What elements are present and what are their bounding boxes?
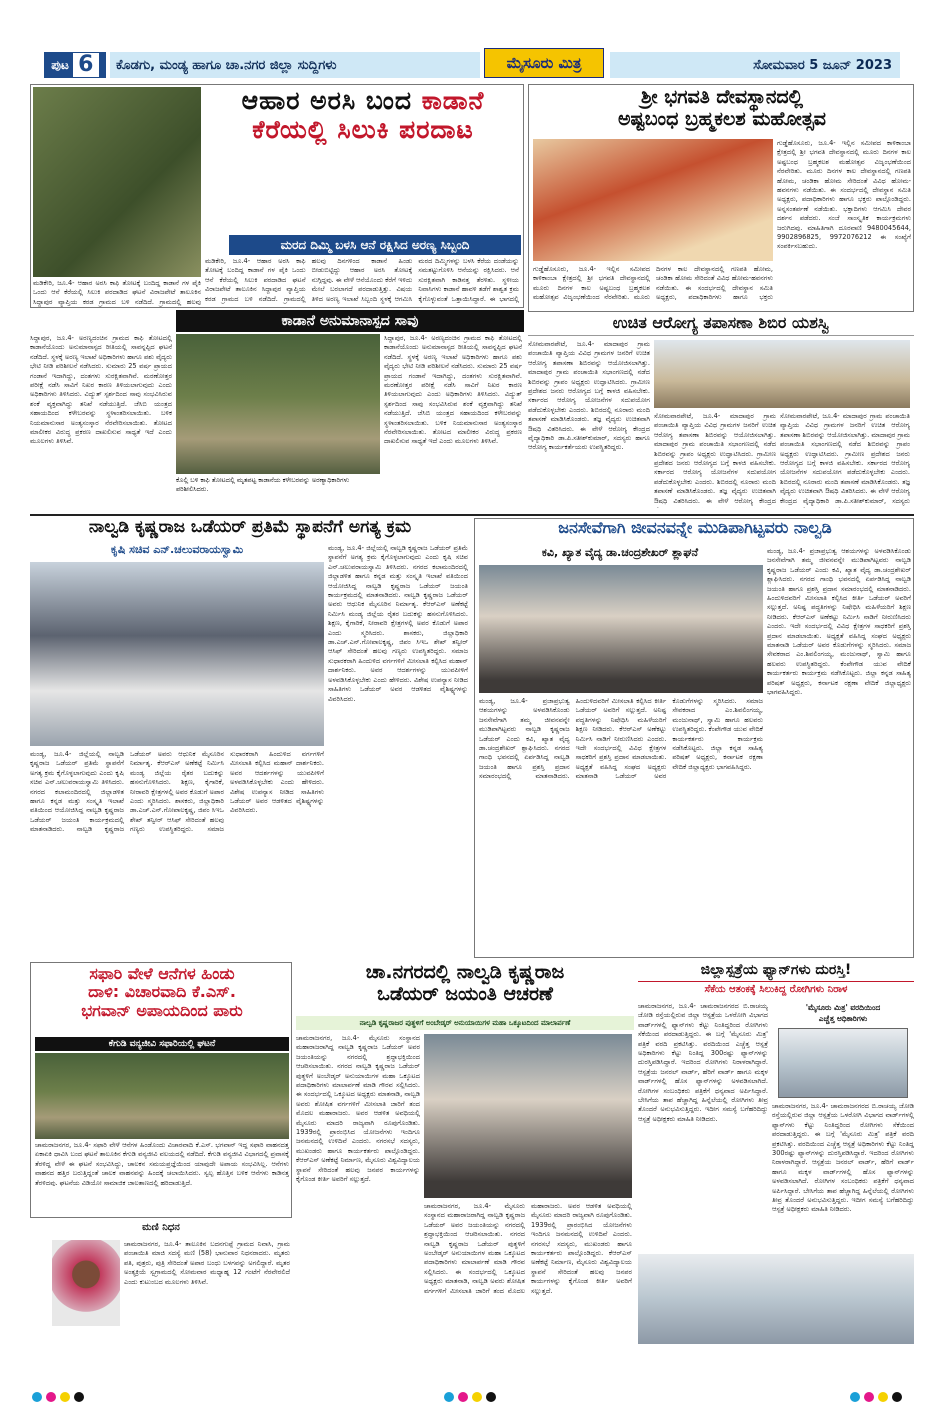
- registration-mark: [444, 1392, 454, 1402]
- page-label: ಪುಟ: [51, 57, 69, 72]
- story5-body-b: ಮಂಡ್ಯ, ಜೂ.4- ಜಿಲ್ಲೆಯಲ್ಲಿ ನಾಲ್ವಡಿ ಕೃಷ್ಣರಾಜ ಒಡೆಯರ್ ಪ್ರತಿಮೆ ಸ್ಥಾಪನೆಗೆ ಅಗತ್ಯ ಕ್ರಮ ಕೈಗೊಳ್ಳಲಾಗುವುದು ಎಂದು ಕೃಷಿ ಸಚಿವ ಎನ್.ಚಲುವರಾಯಸ್ವಾಮಿ ತಿಳಿಸಿದರು. ನಗರದ ಕಲಾಮಂದಿರದಲ್ಲಿ ಜಿಲ್ಲಾಡಳಿತ ಹಾಗೂ ಕನ್ನಡ ಮತ್ತು ಸಂಸ್ಕೃತಿ ಇಲಾಖೆ ವತಿಯಿಂದ ಆಯೋಜಿಸಿದ್ದ ನಾಲ್ವಡಿ ಕೃಷ್ಣರಾಜ ಒಡೆಯರ್ ಜಯಂತಿ ಕಾರ್ಯಕ್ರಮದಲ್ಲಿ ಮಾತನಾಡಿದರು. ನಾಲ್ವಡಿ ಕೃಷ್ಣರಾಜ ಒಡೆಯರ್ ಅವರು ಆಧುನಿಕ ಮೈಸೂರಿನ ನಿರ್ಮಾತೃ. ಕೆಆರ್‌ಎಸ್ ಅಣೆಕಟ್ಟೆ ನಿರ್ಮಿಸಿ ಮಂಡ್ಯ ಜಿಲ್ಲೆಯ ರೈತರ ಬದುಕನ್ನು ಹಸನುಗೊಳಿಸಿದರು. ಶಿಕ್ಷಣ, ಕೈಗಾರಿಕೆ, ನೀರಾವರಿ ಕ್ಷೇತ್ರಗಳಲ್ಲಿ ಅವರ ಕೊಡುಗೆ ಅಪಾರ ಎಂದು ಸ್ಮರಿಸಿದರು. ಶಾಸಕರು, ಜಿಲ್ಲಾಧಿಕಾರಿ ಡಾ.ಎಚ್.ಎನ್.ಗೋಪಾಲಕೃಷ್ಣ, ಜಿಪಂ ಸಿಇಒ ಶೇಖ್ ತನ್ವೀರ್ ಆಸಿಫ್ ಸೇರಿದಂತೆ ಹಲವು ಗಣ್ಯರು ಉಪಸ್ಥಿತರಿದ್ದರು. ಸಮಾಜ ಸುಧಾರಕರಾಗಿ ಹಿಂದುಳಿದ ವರ್ಗಗಳಿಗೆ ಮೀಸಲಾತಿ ಕಲ್ಪಿಸಿದ ಮಹಾನ್ ದಾರ್ಶನಿಕರು. ಅವರ ಆದರ್ಶಗಳನ್ನು ಯುವಪೀಳಿಗೆ ಅಳವಡಿಸಿಕೊಳ್ಳಬೇಕು ಎಂದು ಹೇಳಿದರು. ವಿಶೇಷ ಉಪನ್ಯಾಸ ನೀಡಿದ ಸಾಹಿತಿಗಳು ಒಡೆಯರ್ ಅವರ ಆಡಳಿತದ ವೈಶಿಷ್ಟ್ಯಗಳನ್ನು ವಿವರಿಸಿದರು.: [328, 544, 468, 703]
- story-janaseve: [474, 518, 914, 958]
- story9-subhead: ಸೆಕೆಯ ಆತಂಕಕ್ಕೆ ಸಿಲುಕಿದ್ದ ರೋಗಿಗಳು ನಿರಾಳ: [704, 984, 848, 995]
- story-temple: [528, 84, 914, 312]
- story8-headline: [296, 962, 634, 1014]
- story-obituary: [30, 1222, 292, 1378]
- story1-body-b: ಮಡಿಕೇರಿ, ಜೂ.4- ಆಹಾರ ಅರಸಿ ಕಾಫಿ ತೋಟಕ್ಕೆ ಬಂದಿದ್ದ ಕಾಡಾನೆ ಗಳ ಪೈಕಿ ಒಂದು ಆನೆ ಕೆರೆಯಲ್ಲಿ ಸಿಲುಕಿ ಪರದಾಡಿದ ಘಟನೆ ವಿರಾಜಪೇಟೆ ತಾಲೂಕಿನ ಸಿದ್ದಾಪುರ ವ್ಯಾಪ್ತಿಯ ಕರಡ ಗ್ರಾಮದ ಬಳಿ ನಡೆದಿದೆ. ಗ್ರಾಮದಲ್ಲಿ ಹಲವು ದಿನಗಳಿಂದ ಕಾಡಾನೆ ಹಿಂಡು ಬೀಡುಬಿಟ್ಟಿದ್ದು ಆಹಾರ ಅರಸಿ ತೋಟಕ್ಕೆ ನುಗ್ಗಿದ್ದವು. ಈ ವೇಳೆ ಆನೆಯೊಂದು ಕೆರೆಗೆ ಇಳಿದು ಮೇಲೆ ಬರಲಾಗದೆ ಪರದಾಡುತ್ತಿತ್ತು. ವಿಷಯ ತಿಳಿದ ಅರಣ್ಯ ಇಲಾಖೆ ಸಿಬ್ಬಂದಿ ಸ್ಥಳಕ್ಕೆ ಆಗಮಿಸಿ ಮರದ ದಿಮ್ಮಿಗಳನ್ನು ಬಳಸಿ ಕೆರೆಯ ದಂಡೆಯನ್ನು ಸಮತಟ್ಟುಗೊಳಿಸಿ ಆನೆಯನ್ನು ರಕ್ಷಿಸಿದರು. ಆನೆ ಸುರಕ್ಷಿತವಾಗಿ ಕಾಡಿನತ್ತ ತೆರಳಿತು. ಸ್ಥಳೀಯ ನಿವಾಸಿಗಳು ಕಾಡಾನೆ ಹಾವಳಿ ತಡೆಗೆ ಶಾಶ್ವತ ಕ್ರಮ ಕೈಗೊಳ್ಳುವಂತೆ ಒತ್ತಾಯಿಸಿದ್ದಾರೆ. ಈ ಭಾಗದಲ್ಲಿ: [205, 257, 519, 303]
- health-camp-photo: [654, 340, 910, 408]
- registration-mark: [46, 1392, 56, 1402]
- story8-body-a: ಚಾಮರಾಜನಗರ, ಜೂ.4- ಮೈಸೂರು ಸಂಸ್ಥಾನದ ಮಹಾರಾಜರಾಗಿದ್ದ ನಾಲ್ವಡಿ ಕೃಷ್ಣರಾಜ ಒಡೆಯರ್ ಅವರ ಜಯಂತಿಯನ್ನು ನಗರದಲ್ಲಿ ಶ್ರದ್ಧಾಭಕ್ತಿಯಿಂದ ಆಚರಿಸಲಾಯಿತು. ನಗರದ ನಾಲ್ವಡಿ ಕೃಷ್ಣರಾಜ ಒಡೆಯರ್ ಪುತ್ಥಳಿಗೆ ಅಂಬೇಡ್ಕರ್ ಅನುಯಾಯಿಗಳ ಮಹಾ ಒಕ್ಕೂಟದ ಪದಾಧಿಕಾರಿಗಳು ಮಾಲಾರ್ಪಣೆ ಮಾಡಿ ಗೌರವ ಸಲ್ಲಿಸಿದರು. ಈ ಸಂದರ್ಭದಲ್ಲಿ ಒಕ್ಕೂಟದ ಅಧ್ಯಕ್ಷರು ಮಾತನಾಡಿ, ನಾಲ್ವಡಿ ಅವರು ಶೋಷಿತ ವರ್ಗಗಳಿಗೆ ಮೀಸಲಾತಿ ಜಾರಿಗೆ ತಂದ ಮೊದಲ ಮಹಾರಾಜರು. ಅವರ ಆಡಳಿತ ಅವಧಿಯಲ್ಲಿ ಮೈಸೂರು ಮಾದರಿ ರಾಜ್ಯವಾಗಿ ರೂಪುಗೊಂಡಿತು. 1939ರಲ್ಲಿ ಪ್ರಾರಂಭಿಸಿದ ಯೋಜನೆಗಳು ಇಂದಿಗೂ ಜನಮನದಲ್ಲಿ ಉಳಿದಿವೆ ಎಂದರು. ನಗರಸಭೆ ಸದಸ್ಯರು, ಮುಖಂಡರು ಹಾಗೂ ಕಾರ್ಯಕರ್ತರು ಪಾಲ್ಗೊಂಡಿದ್ದರು. ಕೆಆರ್‌ಎಸ್ ಅಣೆಕಟ್ಟೆ ನಿರ್ಮಾಣ, ಮೈಸೂರು ವಿಶ್ವವಿದ್ಯಾಲಯ ಸ್ಥಾಪನೆ ಸೇರಿದಂತೆ ಹಲವು ಜನಪರ ಕಾರ್ಯಗಳನ್ನು ಕೈಗೊಂಡ ಕೀರ್ತಿ ಅವರಿಗೆ ಸಲ್ಲುತ್ತದೆ.: [296, 1034, 420, 1184]
- statue-event-photo: [30, 562, 324, 746]
- masthead-logo: ಮೈಸೂರು ಮಿತ್ರ: [484, 48, 604, 78]
- story-elephant-pond: [30, 84, 524, 308]
- story2-headline: ಕಾಡಾನೆ ಅನುಮಾನಾಸ್ಪದ ಸಾವು: [176, 310, 524, 332]
- newspaper-clip-photo: [778, 1028, 908, 1098]
- story9-tag-a: 'ಮೈಸೂರು ಮಿತ್ರ' ವರದಿಯಿಂದ: [805, 1003, 881, 1012]
- story7-headline-b: ದಾಳಿ: ವಿಚಾರವಾದಿ ಕೆ.ಎಸ್.: [88, 982, 236, 1002]
- registration-mark: [472, 1392, 482, 1402]
- story-health-camp: [528, 314, 914, 510]
- registration-mark: [864, 1392, 874, 1402]
- story6-body-b: ಮಂಡ್ಯ, ಜೂ.4- ಪ್ರಜಾಪ್ರಭುತ್ವ ಆಶಯಗಳನ್ನು ಅಳವಡಿಸಿಕೊಂಡು ಜನಸೇವೆಗಾಗಿ ತಮ್ಮ ಜೀವನವನ್ನೇ ಮುಡಿಪಾಗಿಟ್ಟವರು ನಾಲ್ವಡಿ ಕೃಷ್ಣರಾಜ ಒಡೆಯರ್ ಎಂದು ಕವಿ, ಖ್ಯಾತ ವೈದ್ಯ ಡಾ.ಚಂದ್ರಶೇಖರ್ ಶ್ಲಾಘಿಸಿದರು. ನಗರದ ಗಾಂಧಿ ಭವನದಲ್ಲಿ ಏರ್ಪಡಿಸಿದ್ದ ನಾಲ್ವಡಿ ಜಯಂತಿ ಹಾಗೂ ಪ್ರಶಸ್ತಿ ಪ್ರದಾನ ಸಮಾರಂಭದಲ್ಲಿ ಮಾತನಾಡಿದರು. ಹಿಂದುಳಿದವರಿಗೆ ಮೀಸಲಾತಿ ಕಲ್ಪಿಸಿದ ಕೀರ್ತಿ ಒಡೆಯರ್ ಅವರಿಗೆ ಸಲ್ಲುತ್ತದೆ. ಅನಿಷ್ಟ ಪದ್ಧತಿಗಳನ್ನು ನಿಷೇಧಿಸಿ ಮಹಿಳೆಯರಿಗೆ ಶಿಕ್ಷಣ ನೀಡಿದರು. ಕೆಆರ್‌ಎಸ್ ಅಣೆಕಟ್ಟು ನಿರ್ಮಿಸಿ ನಾಡಿಗೆ ನೀರುಣಿಸಿದರು ಎಂದರು. ಇದೇ ಸಂದರ್ಭದಲ್ಲಿ ವಿವಿಧ ಕ್ಷೇತ್ರಗಳ ಸಾಧಕರಿಗೆ ಪ್ರಶಸ್ತಿ ಪ್ರದಾನ ಮಾಡಲಾಯಿತು. ಅಧ್ಯಕ್ಷತೆ ವಹಿಸಿದ್ದ ಸಂಘದ ಅಧ್ಯಕ್ಷರು ಮಾತನಾಡಿ ಒಡೆಯರ್ ಅವರ ಕೊಡುಗೆಗಳನ್ನು ಸ್ಮರಿಸಿದರು. ಸಮಾಜ ಸೇವಕರಾದ ಎಂ.ಶಿವಲಿಂಗಯ್ಯ, ಮಂಜುನಾಥ್, ಸ್ವಾಮಿ ಹಾಗೂ ಹಲವರು ಉಪಸ್ಥಿತರಿದ್ದರು. ಕೆಂಪೇಗೌಡ ಯುವ ವೇದಿಕೆ ಕಾರ್ಯಕರ್ತರು ಕಾರ್ಯಕ್ರಮ ನಡೆಸಿಕೊಟ್ಟರು. ಜಿಲ್ಲಾ ಕನ್ನಡ ಸಾಹಿತ್ಯ ಪರಿಷತ್ ಅಧ್ಯಕ್ಷರು, ಕರ್ನಾಟಕ ರಕ್ಷಣಾ ವೇದಿಕೆ ಜಿಲ್ಲಾಧ್ಯಕ್ಷರು ಭಾಗವಹಿಸಿದ್ದರು.: [767, 547, 911, 697]
- page-number-box: [44, 52, 106, 78]
- story-chanagar-jayanti: [296, 962, 634, 1378]
- story2-photo-caption: ಕೊಲ್ಲಿ ಬಳಿ ಕಾಫಿ ತೋಟದಲ್ಲಿ ಮೃತಪಟ್ಟ ಕಾಡಾನೆಯ ಕಳೇಬರವನ್ನು ಅರಣ್ಯಾಧಿಕಾರಿಗಳು ಪರಿಶೀಲಿಸಿದರು.: [176, 476, 380, 508]
- registration-mark: [878, 1392, 888, 1402]
- section-divider: [30, 514, 914, 516]
- story-elephant-death: [30, 334, 524, 510]
- page-number: 6: [73, 53, 99, 77]
- story8-headline-a: ಚಾ.ನಗರದಲ್ಲಿ ನಾಲ್ವಡಿ ಕೃಷ್ಣರಾಜ: [365, 961, 565, 983]
- hospital-ward-photo: [638, 1254, 914, 1344]
- obituary-headline: ಮಣಿ ನಿಧನ: [142, 1222, 180, 1233]
- story-nalwadi-statue: [30, 518, 470, 958]
- registration-mark: [850, 1392, 860, 1402]
- story-safari: [30, 962, 292, 1218]
- temple-ceremony-photo: [533, 139, 773, 261]
- story6-headline: ಜನಸೇವೆಗಾಗಿ ಜೀವನವನ್ನೇ ಮುಡಿಪಾಗಿಟ್ಟವರು ನಾಲ್ವಡಿ: [558, 518, 832, 537]
- story8-body-b: ಚಾಮರಾಜನಗರ, ಜೂ.4- ಮೈಸೂರು ಸಂಸ್ಥಾನದ ಮಹಾರಾಜರಾಗಿದ್ದ ನಾಲ್ವಡಿ ಕೃಷ್ಣರಾಜ ಒಡೆಯರ್ ಅವರ ಜಯಂತಿಯನ್ನು ನಗರದಲ್ಲಿ ಶ್ರದ್ಧಾಭಕ್ತಿಯಿಂದ ಆಚರಿಸಲಾಯಿತು. ನಗರದ ನಾಲ್ವಡಿ ಕೃಷ್ಣರಾಜ ಒಡೆಯರ್ ಪುತ್ಥಳಿಗೆ ಅಂಬೇಡ್ಕರ್ ಅನುಯಾಯಿಗಳ ಮಹಾ ಒಕ್ಕೂಟದ ಪದಾಧಿಕಾರಿಗಳು ಮಾಲಾರ್ಪಣೆ ಮಾಡಿ ಗೌರವ ಸಲ್ಲಿಸಿದರು. ಈ ಸಂದರ್ಭದಲ್ಲಿ ಒಕ್ಕೂಟದ ಅಧ್ಯಕ್ಷರು ಮಾತನಾಡಿ, ನಾಲ್ವಡಿ ಅವರು ಶೋಷಿತ ವರ್ಗಗಳಿಗೆ ಮೀಸಲಾತಿ ಜಾರಿಗೆ ತಂದ ಮೊದಲ ಮಹಾರಾಜರು. ಅವರ ಆಡಳಿತ ಅವಧಿಯಲ್ಲಿ ಮೈಸೂರು ಮಾದರಿ ರಾಜ್ಯವಾಗಿ ರೂಪುಗೊಂಡಿತು. 1939ರಲ್ಲಿ ಪ್ರಾರಂಭಿಸಿದ ಯೋಜನೆಗಳು ಇಂದಿಗೂ ಜನಮನದಲ್ಲಿ ಉಳಿದಿವೆ ಎಂದರು. ನಗರಸಭೆ ಸದಸ್ಯರು, ಮುಖಂಡರು ಹಾಗೂ ಕಾರ್ಯಕರ್ತರು ಪಾಲ್ಗೊಂಡಿದ್ದರು. ಕೆಆರ್‌ಎಸ್ ಅಣೆಕಟ್ಟೆ ನಿರ್ಮಾಣ, ಮೈಸೂರು ವಿಶ್ವವಿದ್ಯಾಲಯ ಸ್ಥಾಪನೆ ಸೇರಿದಂತೆ ಹಲವು ಜನಪರ ಕಾರ್ಯಗಳನ್ನು ಕೈಗೊಂಡ ಕೀರ್ತಿ ಅವರಿಗೆ ಸಲ್ಲುತ್ತದೆ.: [424, 1202, 632, 1295]
- story1-subhead: ಮರದ ದಿಮ್ಮಿ ಬಳಸಿ ಆನೆ ರಕ್ಷಿಸಿದ ಅರಣ್ಯ ಸಿಬ್ಬಂದಿ: [229, 235, 521, 255]
- registration-mark: [458, 1392, 468, 1402]
- story3-headline-a: ಶ್ರೀ ಭಗವತಿ ದೇವಸ್ಥಾನದಲ್ಲಿ: [640, 86, 804, 108]
- story4-body-mid: ಸೋಮವಾರಪೇಟೆ, ಜೂ.4- ಮಾದಾಪುರ ಗ್ರಾಮ ಪಂಚಾಯಿತಿ ವ್ಯಾಪ್ತಿಯ ವಿವಿಧ ಗ್ರಾಮಗಳ ಜನರಿಗೆ ಉಚಿತ ಆರೋಗ್ಯ ತಪಾಸಣಾ ಶಿಬಿರವನ್ನು ಆಯೋಜಿಸಲಾಗಿತ್ತು. ಮಾದಾಪುರ ಗ್ರಾಮ ಪಂಚಾಯಿತಿ ಸಭಾಂಗಣದಲ್ಲಿ ನಡೆದ ಶಿಬಿರವನ್ನು ಗ್ರಾಪಂ ಅಧ್ಯಕ್ಷರು ಉದ್ಘಾಟಿಸಿದರು. ಗ್ರಾಮೀಣ ಪ್ರದೇಶದ ಜನರು ಆರೋಗ್ಯದ ಬಗ್ಗೆ ಕಾಳಜಿ ವಹಿಸಬೇಕು. ಸರ್ಕಾರದ ಆರೋಗ್ಯ ಯೋಜನೆಗಳ ಸದುಪಯೋಗ ಪಡೆದುಕೊಳ್ಳಬೇಕು ಎಂದರು. ಶಿಬಿರದಲ್ಲಿ ನೂರಾರು ಮಂದಿ ತಪಾಸಣೆ ಮಾಡಿಸಿಕೊಂಡರು. ತಜ್ಞ ವೈದ್ಯರು ಉಚಿತವಾಗಿ ಔಷಧಿ ವಿತರಿಸಿದರು. ಈ ವೇಳೆ ಆರೋಗ್ಯ ಕೇಂದ್ರದ: [654, 412, 776, 505]
- story3-body-a: ಗುಡ್ಡೆಹೊಸೂರು, ಜೂ.4- ಇಲ್ಲಿನ ಸಮೀಪದ ಕಾಳಿಕಾಂಬಾ ಕ್ಷೇತ್ರದಲ್ಲಿ ಶ್ರೀ ಭಗವತಿ ದೇವಸ್ಥಾನದಲ್ಲಿ ಮೂರು ದಿನಗಳ ಕಾಲ ಅಷ್ಟಬಂಧ ಬ್ರಹ್ಮಕಲಶ ಮಹೋತ್ಸವ ವಿಜೃಂಭಣೆಯಿಂದ ನೆರವೇರಿತು. ಮೂರು ದಿನಗಳ ಕಾಲ ದೇವಸ್ಥಾನದಲ್ಲಿ ಗಣಪತಿ ಹೋಮ, ಚಂಡಿಕಾ ಹೋಮ ಸೇರಿದಂತೆ ವಿವಿಧ ಹೋಮ-ಹವನಗಳು ನಡೆಯಿತು. ಈ ಸಂದರ್ಭದಲ್ಲಿ ದೇವಸ್ಥಾನ ಸಮಿತಿ ಅಧ್ಯಕ್ಷರು, ಪದಾಧಿಕಾರಿಗಳು ಹಾಗೂ ಭಕ್ತರು: [533, 265, 773, 302]
- registration-mark: [486, 1392, 496, 1402]
- story9-body-b: ಚಾಮರಾಜನಗರ, ಜೂ.4- ಚಾಮರಾಜನಗರದ ಬಿ.ರಾಚಯ್ಯ ಜೋಡಿ ರಸ್ತೆಯಲ್ಲಿರುವ ಜಿಲ್ಲಾ ಆಸ್ಪತ್ರೆಯ ಒಳರೋಗಿ ವಿಭಾಗದ ವಾರ್ಡ್‌ಗಳಲ್ಲಿ ಫ್ಯಾನ್‌ಗಳು ಕೆಟ್ಟು ನಿಂತಿದ್ದರಿಂದ ರೋಗಿಗಳು ಸೆಕೆಯಿಂದ ಪರದಾಡುತ್ತಿದ್ದರು. ಈ ಬಗ್ಗೆ 'ಮೈಸೂರು ಮಿತ್ರ' ಪತ್ರಿಕೆ ವರದಿ ಪ್ರಕಟಿಸಿತ್ತು. ವರದಿಯಿಂದ ಎಚ್ಚೆತ್ತ ಆಸ್ಪತ್ರೆ ಅಧಿಕಾರಿಗಳು ಕೆಟ್ಟು ನಿಂತಿದ್ದ 300ರಷ್ಟು ಫ್ಯಾನ್‌ಗಳನ್ನು ದುರಸ್ತಿಪಡಿಸಿದ್ದಾರೆ. ಇದರಿಂದ ರೋಗಿಗಳು ನಿರಾಳರಾಗಿದ್ದಾರೆ. ಆಸ್ಪತ್ರೆಯ ಜನರಲ್ ವಾರ್ಡ್, ಹೆರಿಗೆ ವಾರ್ಡ್ ಹಾಗೂ ಮಕ್ಕಳ ವಾರ್ಡ್‌ಗಳಲ್ಲಿ ಹೊಸ ಫ್ಯಾನ್‌ಗಳನ್ನು ಅಳವಡಿಸಲಾಗಿದೆ. ರೋಗಿಗಳ ಸಂಬಂಧಿಕರು ಪತ್ರಿಕೆಗೆ ಧನ್ಯವಾದ ಅರ್ಪಿಸಿದ್ದಾರೆ. ಬೇಸಿಗೆಯ ತಾಪ ಹೆಚ್ಚಾಗಿದ್ದ ಹಿನ್ನೆಲೆಯಲ್ಲಿ ರೋಗಿಗಳು ತೀವ್ರ ತೊಂದರೆ ಅನುಭವಿಸುತ್ತಿದ್ದರು. ಇದೀಗ ಸಮಸ್ಯೆ ಬಗೆಹರಿದಿದ್ದು ಆಸ್ಪತ್ರೆ ಅಧೀಕ್ಷಕರು ಮಾಹಿತಿ ನೀಡಿದರು.: [772, 1102, 914, 1214]
- story4-body-right: ಸೋಮವಾರಪೇಟೆ, ಜೂ.4- ಮಾದಾಪುರ ಗ್ರಾಮ ಪಂಚಾಯಿತಿ ವ್ಯಾಪ್ತಿಯ ವಿವಿಧ ಗ್ರಾಮಗಳ ಜನರಿಗೆ ಉಚಿತ ಆರೋಗ್ಯ ತಪಾಸಣಾ ಶಿಬಿರವನ್ನು ಆಯೋಜಿಸಲಾಗಿತ್ತು. ಮಾದಾಪುರ ಗ್ರಾಮ ಪಂಚಾಯಿತಿ ಸಭಾಂಗಣದಲ್ಲಿ ನಡೆದ ಶಿಬಿರವನ್ನು ಗ್ರಾಪಂ ಅಧ್ಯಕ್ಷರು ಉದ್ಘಾಟಿಸಿದರು. ಗ್ರಾಮೀಣ ಪ್ರದೇಶದ ಜನರು ಆರೋಗ್ಯದ ಬಗ್ಗೆ ಕಾಳಜಿ ವಹಿಸಬೇಕು. ಸರ್ಕಾರದ ಆರೋಗ್ಯ ಯೋಜನೆಗಳ ಸದುಪಯೋಗ ಪಡೆದುಕೊಳ್ಳಬೇಕು ಎಂದರು. ಶಿಬಿರದಲ್ಲಿ ನೂರಾರು ಮಂದಿ ತಪಾಸಣೆ ಮಾಡಿಸಿಕೊಂಡರು. ತಜ್ಞ ವೈದ್ಯರು ಉಚಿತವಾಗಿ ಔಷಧಿ ವಿತರಿಸಿದರು. ಈ ವೇಳೆ ಆರೋಗ್ಯ ಕೇಂದ್ರದ ವೈದ್ಯಾಧಿಕಾರಿ ಡಾ.ಪಿ.ಸತೀಶ್‌ಕುಮಾರ್, ಸದಸ್ಯರು: [780, 412, 910, 505]
- story3-headline-b: ಅಷ್ಟಬಂಧ ಬ್ರಹ್ಮಕಲಶ ಮಹೋತ್ಸವ: [618, 107, 826, 130]
- story2-body-right: ಸಿದ್ದಾಪುರ, ಜೂ.4- ಅರಣ್ಯದಂಚಿನ ಗ್ರಾಮದ ಕಾಫಿ ತೋಟದಲ್ಲಿ ಕಾಡಾನೆಯೊಂದು ಅನುಮಾನಾಸ್ಪದ ರೀತಿಯಲ್ಲಿ ಸಾವನ್ನಪ್ಪಿದ ಘಟನೆ ನಡೆದಿದೆ. ಸ್ಥಳಕ್ಕೆ ಅರಣ್ಯ ಇಲಾಖೆ ಅಧಿಕಾರಿಗಳು ಹಾಗೂ ಪಶು ವೈದ್ಯರು ಭೇಟಿ ನೀಡಿ ಪರಿಶೀಲನೆ ನಡೆಸಿದರು. ಸುಮಾರು 25 ವರ್ಷ ಪ್ರಾಯದ ಗಂಡಾನೆ ಇದಾಗಿದ್ದು, ದಂತಗಳು ಸುರಕ್ಷಿತವಾಗಿವೆ. ಮರಣೋತ್ತರ ಪರೀಕ್ಷೆ ನಡೆಸಿ ಸಾವಿಗೆ ನಿಖರ ಕಾರಣ ತಿಳಿಯಲಾಗುವುದು ಎಂದು ಅಧಿಕಾರಿಗಳು ತಿಳಿಸಿದರು. ವಿದ್ಯುತ್ ಸ್ಪರ್ಶದಿಂದ ಸಾವು ಸಂಭವಿಸಿರುವ ಶಂಕೆ ವ್ಯಕ್ತವಾಗಿದ್ದು ತನಿಖೆ ನಡೆಯುತ್ತಿದೆ. ಜೆಸಿಬಿ ಯಂತ್ರದ ಸಹಾಯದಿಂದ ಕಳೇಬರವನ್ನು ಸ್ಥಳಾಂತರಿಸಲಾಯಿತು. ಬಳಿಕ ನಿಯಮಾನುಸಾರ ಅಂತ್ಯಸಂಸ್ಕಾರ ನೆರವೇರಿಸಲಾಯಿತು. ತೋಟದ ಮಾಲೀಕರ ವಿರುದ್ಧ ಪ್ರಕರಣ ದಾಖಲಿಸುವ ಸಾಧ್ಯತೆ ಇದೆ ಎಂದು ಮೂಲಗಳು ತಿಳಿಸಿವೆ.: [384, 334, 522, 446]
- elephant-pond-photo: [33, 87, 201, 277]
- story5-body-a: ಮಂಡ್ಯ, ಜೂ.4- ಜಿಲ್ಲೆಯಲ್ಲಿ ನಾಲ್ವಡಿ ಕೃಷ್ಣರಾಜ ಒಡೆಯರ್ ಪ್ರತಿಮೆ ಸ್ಥಾಪನೆಗೆ ಅಗತ್ಯ ಕ್ರಮ ಕೈಗೊಳ್ಳಲಾಗುವುದು ಎಂದು ಕೃಷಿ ಸಚಿವ ಎನ್.ಚಲುವರಾಯಸ್ವಾಮಿ ತಿಳಿಸಿದರು. ನಗರದ ಕಲಾಮಂದಿರದಲ್ಲಿ ಜಿಲ್ಲಾಡಳಿತ ಹಾಗೂ ಕನ್ನಡ ಮತ್ತು ಸಂಸ್ಕೃತಿ ಇಲಾಖೆ ವತಿಯಿಂದ ಆಯೋಜಿಸಿದ್ದ ನಾಲ್ವಡಿ ಕೃಷ್ಣರಾಜ ಒಡೆಯರ್ ಜಯಂತಿ ಕಾರ್ಯಕ್ರಮದಲ್ಲಿ ಮಾತನಾಡಿದರು. ನಾಲ್ವಡಿ ಕೃಷ್ಣರಾಜ ಒಡೆಯರ್ ಅವರು ಆಧುನಿಕ ಮೈಸೂರಿನ ನಿರ್ಮಾತೃ. ಕೆಆರ್‌ಎಸ್ ಅಣೆಕಟ್ಟೆ ನಿರ್ಮಿಸಿ ಮಂಡ್ಯ ಜಿಲ್ಲೆಯ ರೈತರ ಬದುಕನ್ನು ಹಸನುಗೊಳಿಸಿದರು. ಶಿಕ್ಷಣ, ಕೈಗಾರಿಕೆ, ನೀರಾವರಿ ಕ್ಷೇತ್ರಗಳಲ್ಲಿ ಅವರ ಕೊಡುಗೆ ಅಪಾರ ಎಂದು ಸ್ಮರಿಸಿದರು. ಶಾಸಕರು, ಜಿಲ್ಲಾಧಿಕಾರಿ ಡಾ.ಎಚ್.ಎನ್.ಗೋಪಾಲಕೃಷ್ಣ, ಜಿಪಂ ಸಿಇಒ ಶೇಖ್ ತನ್ವೀರ್ ಆಸಿಫ್ ಸೇರಿದಂತೆ ಹಲವು ಗಣ್ಯರು ಉಪಸ್ಥಿತರಿದ್ದರು. ಸಮಾಜ ಸುಧಾರಕರಾಗಿ ಹಿಂದುಳಿದ ವರ್ಗಗಳಿಗೆ ಮೀಸಲಾತಿ ಕಲ್ಪಿಸಿದ ಮಹಾನ್ ದಾರ್ಶನಿಕರು. ಅವರ ಆದರ್ಶಗಳನ್ನು ಯುವಪೀಳಿಗೆ ಅಳವಡಿಸಿಕೊಳ್ಳಬೇಕು ಎಂದು ಹೇಳಿದರು. ವಿಶೇಷ ಉಪನ್ಯಾಸ ನೀಡಿದ ಸಾಹಿತಿಗಳು ಒಡೆಯರ್ ಅವರ ಆಡಳಿತದ ವೈಶಿಷ್ಟ್ಯಗಳನ್ನು ವಿವರಿಸಿದರು.: [30, 750, 324, 834]
- story1-headline-c: ಕೆರೆಯಲ್ಲಿ ಸಿಲುಕಿ ಪರದಾಟ: [252, 114, 474, 144]
- story5-byline: ಕೃಷಿ ಸಚಿವ ಎನ್.ಚಲುವರಾಯಸ್ವಾಮಿ: [110, 543, 244, 556]
- story3-body-b: ಗುಡ್ಡೆಹೊಸೂರು, ಜೂ.4- ಇಲ್ಲಿನ ಸಮೀಪದ ಕಾಳಿಕಾಂಬಾ ಕ್ಷೇತ್ರದಲ್ಲಿ ಶ್ರೀ ಭಗವತಿ ದೇವಸ್ಥಾನದಲ್ಲಿ ಮೂರು ದಿನಗಳ ಕಾಲ ಅಷ್ಟಬಂಧ ಬ್ರಹ್ಮಕಲಶ ಮಹೋತ್ಸವ ವಿಜೃಂಭಣೆಯಿಂದ ನೆರವೇರಿತು. ಮೂರು ದಿನಗಳ ಕಾಲ ದೇವಸ್ಥಾನದಲ್ಲಿ ಗಣಪತಿ ಹೋಮ, ಚಂಡಿಕಾ ಹೋಮ ಸೇರಿದಂತೆ ವಿವಿಧ ಹೋಮ-ಹವನಗಳು ನಡೆಯಿತು. ಈ ಸಂದರ್ಭದಲ್ಲಿ ದೇವಸ್ಥಾನ ಸಮಿತಿ ಅಧ್ಯಕ್ಷರು, ಪದಾಧಿಕಾರಿಗಳು ಹಾಗೂ ಭಕ್ತರು ಪಾಲ್ಗೊಂಡಿದ್ದರು. ಅನ್ನಸಂತರ್ಪಣೆ ನಡೆಯಿತು. ಭಕ್ತಾದಿಗಳು ಆಗಮಿಸಿ ದೇವರ ದರ್ಶನ ಪಡೆದರು. ಸಂಜೆ ಸಾಂಸ್ಕೃತಿಕ ಕಾರ್ಯಕ್ರಮಗಳು ಜರುಗಿದವು. ಮಾಹಿತಿಗಾಗಿ ದೂರವಾಣಿ 9480045644, 9902896825, 9972076212 ಈ ಸಂಖ್ಯೆಗೆ ಸಂಪರ್ಕಿಸಬಹುದು.: [777, 139, 911, 251]
- story7-body: ಚಾಮರಾಜನಗರ, ಜೂ.4- ಸಫಾರಿ ವೇಳೆ ಆನೆಗಳ ಹಿಂಡೊಂದು ವಿಚಾರವಾದಿ ಕೆ.ಎಸ್. ಭಗವಾನ್ ಇದ್ದ ಸಫಾರಿ ವಾಹನದತ್ತ ಏಕಾಏಕಿ ಧಾವಿಸಿ ಬಂದ ಘಟನೆ ತಾಲೂಕಿನ ಕೆಗುಡಿ ವನ್ಯಜೀವಿ ವಲಯದಲ್ಲಿ ನಡೆದಿದೆ. ಕೆಗುಡಿ ವನ್ಯಜೀವಿ ವಿಭಾಗದಲ್ಲಿ ಪ್ರವಾಸಕ್ಕೆ ತೆರಳಿದ್ದ ವೇಳೆ ಈ ಘಟನೆ ಸಂಭವಿಸಿದ್ದು, ಚಾಲಕನ ಸಮಯಪ್ರಜ್ಞೆಯಿಂದ ಯಾವುದೇ ಅಪಾಯ ಸಂಭವಿಸಿಲ್ಲ. ಆನೆಗಳು ವಾಹನದ ಹತ್ತಿರ ಬರುತ್ತಿದ್ದಂತೆ ಚಾಲಕ ವಾಹನವನ್ನು ಹಿಂದಕ್ಕೆ ಚಲಾಯಿಸಿದರು. ಸ್ವಲ್ಪ ಹೊತ್ತಿನ ಬಳಿಕ ಆನೆಗಳು ಕಾಡಿನತ್ತ ತೆರಳಿದವು. ಘಟನೆಯ ವಿಡಿಯೋ ಸಾಮಾಜಿಕ ಜಾಲತಾಣದಲ್ಲಿ ಹರಿದಾಡುತ್ತಿದೆ.: [35, 1141, 289, 1187]
- obituary-portrait: [52, 1240, 120, 1326]
- story1-headline-a: ಆಹಾರ ಅರಸಿ ಬಂದ: [241, 86, 412, 115]
- story9-tag-b: ಎಚ್ಚೆತ್ತ ಅಧಿಕಾರಿಗಳು: [818, 1014, 868, 1023]
- obituary-body: ಚಾಮರಾಜನಗರ, ಜೂ.4- ತಾಲೂಕಿನ ಬದನಗುಪ್ಪೆ ಗ್ರಾಮದ ನಿವಾಸಿ, ಗ್ರಾಮ ಪಂಚಾಯಿತಿ ಮಾಜಿ ಸದಸ್ಯೆ ಮಣಿ (58) ಭಾನುವಾರ ನಿಧನರಾದರು. ಮೃತರು ಪತಿ, ಪುತ್ರರು, ಪುತ್ರಿ ಸೇರಿದಂತೆ ಅಪಾರ ಬಂಧು ಬಳಗವನ್ನು ಅಗಲಿದ್ದಾರೆ. ಮೃತರ ಅಂತ್ಯಕ್ರಿಯೆ ಸ್ವಗ್ರಾಮದಲ್ಲಿ ಸೋಮವಾರ ಮಧ್ಯಾಹ್ನ 12 ಗಂಟೆಗೆ ನೆರವೇರಲಿದೆ ಎಂದು ಕುಟುಂಬದ ಮೂಲಗಳು ತಿಳಿಸಿವೆ.: [124, 1240, 290, 1286]
- story1-headline-b: ಕಾಡಾನೆ: [421, 86, 485, 115]
- story1-body-a: ಮಡಿಕೇರಿ, ಜೂ.4- ಆಹಾರ ಅರಸಿ ಕಾಫಿ ತೋಟಕ್ಕೆ ಬಂದಿದ್ದ ಕಾಡಾನೆ ಗಳ ಪೈಕಿ ಒಂದು ಆನೆ ಕೆರೆಯಲ್ಲಿ ಸಿಲುಕಿ ಪರದಾಡಿದ ಘಟನೆ ವಿರಾಜಪೇಟೆ ತಾಲೂಕಿನ ಸಿದ್ದಾಪುರ ವ್ಯಾಪ್ತಿಯ ಕರಡ ಗ್ರಾಮದ ಬಳಿ ನಡೆದಿದೆ. ಗ್ರಾಮದಲ್ಲಿ ಹಲವು: [33, 279, 201, 306]
- registration-mark: [892, 1392, 902, 1402]
- elephant-carcass-photo: [176, 334, 380, 474]
- story7-headline: [31, 965, 293, 1035]
- story4-body-left: ಸೋಮವಾರಪೇಟೆ, ಜೂ.4- ಮಾದಾಪುರ ಗ್ರಾಮ ಪಂಚಾಯಿತಿ ವ್ಯಾಪ್ತಿಯ ವಿವಿಧ ಗ್ರಾಮಗಳ ಜನರಿಗೆ ಉಚಿತ ಆರೋಗ್ಯ ತಪಾಸಣಾ ಶಿಬಿರವನ್ನು ಆಯೋಜಿಸಲಾಗಿತ್ತು. ಮಾದಾಪುರ ಗ್ರಾಮ ಪಂಚಾಯಿತಿ ಸಭಾಂಗಣದಲ್ಲಿ ನಡೆದ ಶಿಬಿರವನ್ನು ಗ್ರಾಪಂ ಅಧ್ಯಕ್ಷರು ಉದ್ಘಾಟಿಸಿದರು. ಗ್ರಾಮೀಣ ಪ್ರದೇಶದ ಜನರು ಆರೋಗ್ಯದ ಬಗ್ಗೆ ಕಾಳಜಿ ವಹಿಸಬೇಕು. ಸರ್ಕಾರದ ಆರೋಗ್ಯ ಯೋಜನೆಗಳ ಸದುಪಯೋಗ ಪಡೆದುಕೊಳ್ಳಬೇಕು ಎಂದರು. ಶಿಬಿರದಲ್ಲಿ ನೂರಾರು ಮಂದಿ ತಪಾಸಣೆ ಮಾಡಿಸಿಕೊಂಡರು. ತಜ್ಞ ವೈದ್ಯರು ಉಚಿತವಾಗಿ ಔಷಧಿ ವಿತರಿಸಿದರು. ಈ ವೇಳೆ ಆರೋಗ್ಯ ಕೇಂದ್ರದ ವೈದ್ಯಾಧಿಕಾರಿ ಡಾ.ಪಿ.ಸತೀಶ್‌ಕುಮಾರ್, ಸದಸ್ಯರು ಹಾಗೂ ಆರೋಗ್ಯ ಕಾರ್ಯಕರ್ತೆಯರು ಉಪಸ್ಥಿತರಿದ್ದರು.: [528, 340, 650, 452]
- story8-headline-b: ಒಡೆಯರ್ ಜಯಂತಿ ಆಚರಣೆ: [377, 982, 553, 1005]
- story2-body-left: ಸಿದ್ದಾಪುರ, ಜೂ.4- ಅರಣ್ಯದಂಚಿನ ಗ್ರಾಮದ ಕಾಫಿ ತೋಟದಲ್ಲಿ ಕಾಡಾನೆಯೊಂದು ಅನುಮಾನಾಸ್ಪದ ರೀತಿಯಲ್ಲಿ ಸಾವನ್ನಪ್ಪಿದ ಘಟನೆ ನಡೆದಿದೆ. ಸ್ಥಳಕ್ಕೆ ಅರಣ್ಯ ಇಲಾಖೆ ಅಧಿಕಾರಿಗಳು ಹಾಗೂ ಪಶು ವೈದ್ಯರು ಭೇಟಿ ನೀಡಿ ಪರಿಶೀಲನೆ ನಡೆಸಿದರು. ಸುಮಾರು 25 ವರ್ಷ ಪ್ರಾಯದ ಗಂಡಾನೆ ಇದಾಗಿದ್ದು, ದಂತಗಳು ಸುರಕ್ಷಿತವಾಗಿವೆ. ಮರಣೋತ್ತರ ಪರೀಕ್ಷೆ ನಡೆಸಿ ಸಾವಿಗೆ ನಿಖರ ಕಾರಣ ತಿಳಿಯಲಾಗುವುದು ಎಂದು ಅಧಿಕಾರಿಗಳು ತಿಳಿಸಿದರು. ವಿದ್ಯುತ್ ಸ್ಪರ್ಶದಿಂದ ಸಾವು ಸಂಭವಿಸಿರುವ ಶಂಕೆ ವ್ಯಕ್ತವಾಗಿದ್ದು ತನಿಖೆ ನಡೆಯುತ್ತಿದೆ. ಜೆಸಿಬಿ ಯಂತ್ರದ ಸಹಾಯದಿಂದ ಕಳೇಬರವನ್ನು ಸ್ಥಳಾಂತರಿಸಲಾಯಿತು. ಬಳಿಕ ನಿಯಮಾನುಸಾರ ಅಂತ್ಯಸಂಸ್ಕಾರ ನೆರವೇರಿಸಲಾಯಿತು. ತೋಟದ ಮಾಲೀಕರ ವಿರುದ್ಧ ಪ್ರಕರಣ ದಾಖಲಿಸುವ ಸಾಧ್ಯತೆ ಇದೆ ಎಂದು ಮೂಲಗಳು ತಿಳಿಸಿವೆ.: [30, 334, 172, 446]
- story7-headline-a: ಸಫಾರಿ ವೇಳೆ ಆನೆಗಳ ಹಿಂಡು: [89, 964, 235, 983]
- story5-headline: ನಾಲ್ವಡಿ ಕೃಷ್ಣರಾಜ ಒಡೆಯರ್ ಪ್ರತಿಮೆ ಸ್ಥಾಪನೆಗೆ ಅಗತ್ಯ ಕ್ರಮ: [88, 517, 412, 537]
- section-title: ಕೊಡಗು, ಮಂಡ್ಯ ಹಾಗೂ ಚಾ.ನಗರ ಜಿಲ್ಲಾ ಸುದ್ದಿಗಳು: [110, 52, 480, 78]
- story3-headline: [529, 87, 915, 137]
- story7-subhead: ಕೆಗುಡಿ ವನ್ಯಜೀವಿ ಸಫಾರಿಯಲ್ಲಿ ಘಟನೆ: [35, 1037, 289, 1051]
- award-ceremony-photo: [479, 565, 763, 693]
- story9-tag: [772, 1002, 914, 1026]
- registration-mark: [74, 1392, 84, 1402]
- story4-headline: ಉಚಿತ ಆರೋಗ್ಯ ತಪಾಸಣಾ ಶಿಬಿರ ಯಶಸ್ವಿ: [528, 314, 914, 336]
- story9-body-a: ಚಾಮರಾಜನಗರ, ಜೂ.4- ಚಾಮರಾಜನಗರದ ಬಿ.ರಾಚಯ್ಯ ಜೋಡಿ ರಸ್ತೆಯಲ್ಲಿರುವ ಜಿಲ್ಲಾ ಆಸ್ಪತ್ರೆಯ ಒಳರೋಗಿ ವಿಭಾಗದ ವಾರ್ಡ್‌ಗಳಲ್ಲಿ ಫ್ಯಾನ್‌ಗಳು ಕೆಟ್ಟು ನಿಂತಿದ್ದರಿಂದ ರೋಗಿಗಳು ಸೆಕೆಯಿಂದ ಪರದಾಡುತ್ತಿದ್ದರು. ಈ ಬಗ್ಗೆ 'ಮೈಸೂರು ಮಿತ್ರ' ಪತ್ರಿಕೆ ವರದಿ ಪ್ರಕಟಿಸಿತ್ತು. ವರದಿಯಿಂದ ಎಚ್ಚೆತ್ತ ಆಸ್ಪತ್ರೆ ಅಧಿಕಾರಿಗಳು ಕೆಟ್ಟು ನಿಂತಿದ್ದ 300ರಷ್ಟು ಫ್ಯಾನ್‌ಗಳನ್ನು ದುರಸ್ತಿಪಡಿಸಿದ್ದಾರೆ. ಇದರಿಂದ ರೋಗಿಗಳು ನಿರಾಳರಾಗಿದ್ದಾರೆ. ಆಸ್ಪತ್ರೆಯ ಜನರಲ್ ವಾರ್ಡ್, ಹೆರಿಗೆ ವಾರ್ಡ್ ಹಾಗೂ ಮಕ್ಕಳ ವಾರ್ಡ್‌ಗಳಲ್ಲಿ ಹೊಸ ಫ್ಯಾನ್‌ಗಳನ್ನು ಅಳವಡಿಸಲಾಗಿದೆ. ರೋಗಿಗಳ ಸಂಬಂಧಿಕರು ಪತ್ರಿಕೆಗೆ ಧನ್ಯವಾದ ಅರ್ಪಿಸಿದ್ದಾರೆ. ಬೇಸಿಗೆಯ ತಾಪ ಹೆಚ್ಚಾಗಿದ್ದ ಹಿನ್ನೆಲೆಯಲ್ಲಿ ರೋಗಿಗಳು ತೀವ್ರ ತೊಂದರೆ ಅನುಭವಿಸುತ್ತಿದ್ದರು. ಇದೀಗ ಸಮಸ್ಯೆ ಬಗೆಹರಿದಿದ್ದು ಆಸ್ಪತ್ರೆ ಅಧೀಕ್ಷಕರು ಮಾಹಿತಿ ನೀಡಿದರು.: [638, 1002, 768, 1123]
- story-hospital-fans: [638, 962, 914, 1378]
- story6-body-a: ಮಂಡ್ಯ, ಜೂ.4- ಪ್ರಜಾಪ್ರಭುತ್ವ ಆಶಯಗಳನ್ನು ಅಳವಡಿಸಿಕೊಂಡು ಜನಸೇವೆಗಾಗಿ ತಮ್ಮ ಜೀವನವನ್ನೇ ಮುಡಿಪಾಗಿಟ್ಟವರು ನಾಲ್ವಡಿ ಕೃಷ್ಣರಾಜ ಒಡೆಯರ್ ಎಂದು ಕವಿ, ಖ್ಯಾತ ವೈದ್ಯ ಡಾ.ಚಂದ್ರಶೇಖರ್ ಶ್ಲಾಘಿಸಿದರು. ನಗರದ ಗಾಂಧಿ ಭವನದಲ್ಲಿ ಏರ್ಪಡಿಸಿದ್ದ ನಾಲ್ವಡಿ ಜಯಂತಿ ಹಾಗೂ ಪ್ರಶಸ್ತಿ ಪ್ರದಾನ ಸಮಾರಂಭದಲ್ಲಿ ಮಾತನಾಡಿದರು. ಹಿಂದುಳಿದವರಿಗೆ ಮೀಸಲಾತಿ ಕಲ್ಪಿಸಿದ ಕೀರ್ತಿ ಒಡೆಯರ್ ಅವರಿಗೆ ಸಲ್ಲುತ್ತದೆ. ಅನಿಷ್ಟ ಪದ್ಧತಿಗಳನ್ನು ನಿಷೇಧಿಸಿ ಮಹಿಳೆಯರಿಗೆ ಶಿಕ್ಷಣ ನೀಡಿದರು. ಕೆಆರ್‌ಎಸ್ ಅಣೆಕಟ್ಟು ನಿರ್ಮಿಸಿ ನಾಡಿಗೆ ನೀರುಣಿಸಿದರು ಎಂದರು. ಇದೇ ಸಂದರ್ಭದಲ್ಲಿ ವಿವಿಧ ಕ್ಷೇತ್ರಗಳ ಸಾಧಕರಿಗೆ ಪ್ರಶಸ್ತಿ ಪ್ರದಾನ ಮಾಡಲಾಯಿತು. ಅಧ್ಯಕ್ಷತೆ ವಹಿಸಿದ್ದ ಸಂಘದ ಅಧ್ಯಕ್ಷರು ಮಾತನಾಡಿ ಒಡೆಯರ್ ಅವರ ಕೊಡುಗೆಗಳನ್ನು ಸ್ಮರಿಸಿದರು. ಸಮಾಜ ಸೇವಕರಾದ ಎಂ.ಶಿವಲಿಂಗಯ್ಯ, ಮಂಜುನಾಥ್, ಸ್ವಾಮಿ ಹಾಗೂ ಹಲವರು ಉಪಸ್ಥಿತರಿದ್ದರು. ಕೆಂಪೇಗೌಡ ಯುವ ವೇದಿಕೆ ಕಾರ್ಯಕರ್ತರು ಕಾರ್ಯಕ್ರಮ ನಡೆಸಿಕೊಟ್ಟರು. ಜಿಲ್ಲಾ ಕನ್ನಡ ಸಾಹಿತ್ಯ ಪರಿಷತ್ ಅಧ್ಯಕ್ಷರು, ಕರ್ನಾಟಕ ರಕ್ಷಣಾ ವೇದಿಕೆ ಜಿಲ್ಲಾಧ್ಯಕ್ಷರು ಭಾಗವಹಿಸಿದ್ದರು.: [479, 697, 763, 781]
- story1-headline: [205, 87, 521, 161]
- story6-byline: ಕವಿ, ಖ್ಯಾತ ವೈದ್ಯ ಡಾ.ಚಂದ್ರಶೇಖರ್ ಶ್ಲಾಘನೆ: [541, 546, 699, 559]
- story8-subhead: ನಾಲ್ವಡಿ ಕೃಷ್ಣರಾಜರ ಪುತ್ಥಳಿಗೆ ಅಂಬೇಡ್ಕರ್ ಅನುಯಾಯಿಗಳ ಮಹಾ ಒಕ್ಕೂಟದಿಂದ ಮಾಲಾರ್ಪಣೆ: [296, 1016, 634, 1030]
- registration-mark: [32, 1392, 42, 1402]
- registration-mark: [60, 1392, 70, 1402]
- issue-date: ಸೋಮವಾರ 5 ಜೂನ್ 2023: [610, 52, 900, 78]
- story9-headline: ಜಿಲ್ಲಾಸ್ಪತ್ರೆಯ ಫ್ಯಾನ್‌ಗಳು ದುರಸ್ತಿ!: [638, 962, 914, 982]
- safari-elephants-photo: [35, 1053, 289, 1139]
- garland-event-photo: [424, 1034, 632, 1198]
- story7-headline-c: ಭಗವಾನ್ ಅಪಾಯದಿಂದ ಪಾರು: [81, 1000, 243, 1020]
